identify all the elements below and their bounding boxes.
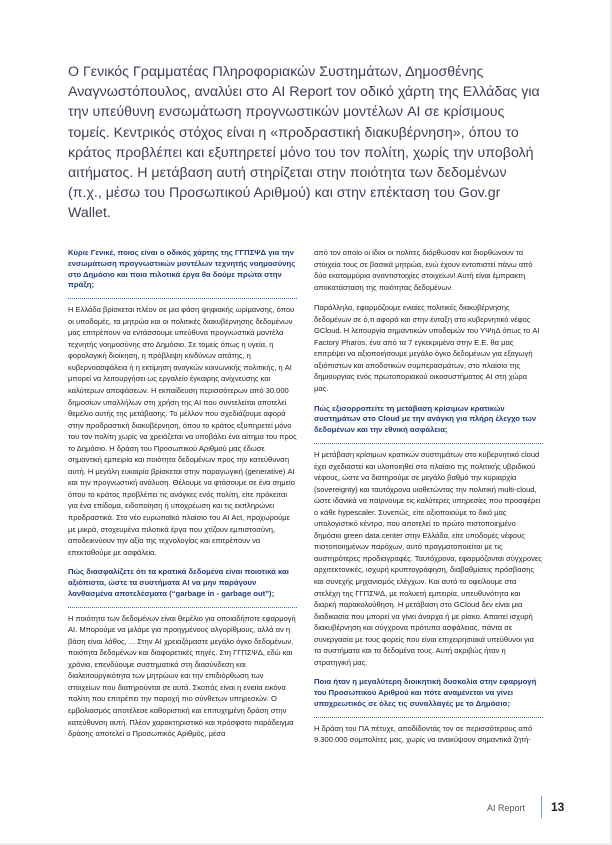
lead-text: Ο Γενικός Γραμματέας Πληροφοριακών Συστημάτων, Δημοσθένης Αναγνωστόπουλος, αναλύει στο AI Report τον οδικό χάρτη της Ελλάδας για την υπεύθυνη ενσωμάτωση προγνωστικών μοντέλων AI σε κρίσιμους τομείς. Κεντρικός στόχος είναι η «προδραστική διακυβέρνηση», όπου το κράτος προβλέπει και εξυπηρετεί μόνο του τον πολίτη, χωρίς την υποβολή αιτήματος. Η μετάβαση αυτή στηρίζεται στην ποιότητα των δεδομένων (π.χ., μέσω του Προσωπικού Αριθμού) και στην επέκταση του Gov.gr Wallet. xyxy=(68,64,540,222)
answer-text: Η μετάβαση κρίσιμων κρατικών συστημάτων στο κυβερνητικό cloud έχει σχεδιαστεί και υλοποιηθεί στο πλαίσιο της πολιτικής υβριδικού νέφους, ώστε να διατηρούμε σε μεγάλο βαθμό την κυριαρχία (sovereignty) και ταυτόχρονα υιοθετώντας την πολιτική multi-cloud, ώστε ιδανικά να παίρνουμε τις καλύτερες υπηρεσίες που προσφέρει ο κάθε hypescaler. Συνεπώς, είτε αξιοποιούμε το δικό μας υπολογιστικό κέντρο, που αποτελεί το πρώτο πιστοποιημένο δημόσιο green data center στην Ελλάδα, είτε υποδομές νέφους πιστοποιημένων παρόχων, αυτό πραγματοποιείται με τις αυστηρότερες προδιαγραφές. Ταυτόχρονα, εφαρμόζονται σύγχρονες αρχιτεκτονικές, ισχυρή κρυπτογράφηση, διαβαθμίσεις πρόσβασης και συνεχής μηχανισμός ελέγχων. Και αυτό το οφείλουμε στα στελέχη της ΓΓΠΣΨΔ, με πολυετή εμπειρία, υπευθυνότητα και διαρκή παρακολούθηση. Η μετάβαση στο GCloud δεν είναι μια διαδικασία που μπορεί να γίνει άναρχα ή με ρίσκο. Απαιτεί ισχυρή διακυβέρνηση και σύγχρονα πρότυπα ασφάλειας, πάντα σε συνεργασία με τους φορείς που είναι επιχειρησιακά υπεύθυνοι για τα συστήματα και τα δεδομένα τους. Αυτή ακριβώς ήταν η στρατηγική μας. xyxy=(314,449,542,667)
answer-text: Η ποιότητα των δεδομένων είναι θεμέλιο για οποιαδήποτε εφαρμογή AI. Μπορούμε να μιλάμε για προηγμένους αλγορίθμους, αλλά αν η βάση είναι λάθος, ... Στην AI χρειαζόμαστε μεγάλο όγκο δεδομένων, ποιότητα δεδομένων και διαφορετικές πηγές. Στη ΓΓΠΣΨΔ, εδώ και χρόνια, επενδύουμε συστηματικά στη διασύνδεση και διαλειτουργικότητα των μητρώων και την επιδιόρθωση των στοιχείων που διατηρούνται σε αυτά. Σκοπός είναι η ενιαία εικόνα πολίτη που επιτρέπει την παροχή πιο σύνθετων υπηρεσιών. Ο εμβολιασμός αποτέλεσε καθοριστική και επιτυχημένη δράση στην κατεύθυνση αυτή. Πλέον χαρακτηριστικό και πρόσφατο παράδειγμα δράσης αποτελεί ο Προσωπικός Αριθμός, μέσα xyxy=(68,613,296,739)
answer-text: Παράλληλα, εφαρμόζουμε ενιαίες πολιτικές διακυβέρνησης δεδομένων σε ό,τι αφορά και στην ένταξη στο κυβερνητικό νέφος GCloud. Η λειτουργία σημαντικών υποδομών του ΥΨηΔ όπως το AI Factory Pharos, ένα από τα 7 εγκεκριμένα στην Ε.Ε. θα μας επιτρέψει να αξιοποιήσουμε μεγάλο όγκο δεδομένων για εξαγωγή αξιόπιστων και αποδοτικών συμπερασμάτων, στο πλαίσιο της δημιουργίας ενός πρωτοποριακού οικοσυστήματος AI στη χώρα μας. xyxy=(314,303,540,394)
footer-publication-label: AI Report xyxy=(487,803,526,813)
question-heading: Κύριε Γενικέ, ποιος είναι ο οδικός χάρτης της ΓΓΠΣΨΔ για την ενσωμάτωση προγνωστικών μοντέλων τεχνητής νοημοσύνης στο Δημόσιο και ποια πιλοτικά έργα θα δούμε πρώτα στην πράξη; xyxy=(68,248,297,299)
left-column xyxy=(68,248,297,740)
lead-intro xyxy=(68,62,543,224)
question-heading: Πώς διασφαλίζετε ότι τα κρατικά δεδομένα είναι ποιοτικά και αξιόπιστα, ώστε τα συστήματα AI να μην παράγουν λανθασμένα αποτελέσματα (“garbage in - garbage out”); xyxy=(68,567,297,607)
answer-text: Η Ελλάδα βρίσκεται πλέον σε μια φάση ψηφιακής ωρίμανσης, όπου οι υποδομές, τα μητρώα και οι πολιτικές διακυβέρνησης δεδομένων μας επιτρέπουν να εντάσσουμε υπεύθυνα προγνωστικά μοντέλα τεχνητής νοημοσύνης στο Δημόσιο. Σε τομείς όπως η υγεία, η φορολογική διοίκηση, η πρόβλεψη κινδύνων απάτης, η κυβερνοασφάλεια ή η εκτίμηση αναγκών κοινωνικής πολιτικής, η AI μπορεί να λειτουργήσει ως εργαλείο έγκαιρης ανίχνευσης και καλύτερων αποφάσεων. Η εκπαίδευση περισσότερων από 30.000 δημοσίων υπαλλήλων στη χρήση της AI που συντελείται αποτελεί θεμέλιο αυτής της μετάβασης. Το μέλλον που σχεδιάζουμε αφορά στην προδραστική διακυβέρνηση, όπου το κράτος εξυπηρετεί μόνο του τον πολίτη χωρίς να χρειάζεται να υποβάλει ένα αίτημα του προς το Δημόσιο. Η δράση του Προσωπικού Αριθμού μας έδωσε σημαντική εμπειρία και ποιότητα δεδομένων προς την κατεύθυνση αυτή. Η μεγάλη ευκαιρία βρίσκεται στην παραγωγική (generative) AI και την προγνωστική ανάλυση. Θέλουμε να φτάσουμε σε ένα σημείο όπου το κράτος προβλέπει τις ανάγκες ενός πολίτη, είτε πρόκειται για ένα επίδομα, ειδοποίηση ή υποχρέωση και τις εκπληρώνει προδραστικά. Στο νέο ευρωπαϊκό πλαίσιο του AI Act, προχωρούμε με μικρά, στοχευμένα πιλοτικά έργα που χτίζουν εμπιστοσύνη, αποδεικνύουν την αξία της τεχνολογίας και επιτρέπουν να επεκταθούμε με ασφάλεια. xyxy=(68,305,297,557)
right-column xyxy=(314,247,543,746)
answer-text: από τον οποίο οι ίδιοι οι πολίτες διόρθωσαν και διορθώνουν τα στοιχεία τους σε βασικά μητρώα, ενώ έχουν εντοπιστεί πάνω από δύο εκατομμύρια αναντιστοιχίες στοιχείων! Αυτή είναι έμπρακτη αποκατάσταση της ποιότητας δεδομένων. xyxy=(314,248,533,292)
page-number: 13 xyxy=(551,800,565,814)
question-heading: Πώς εξισορροπείτε τη μετάβαση κρίσιμων κρατικών συστημάτων στο Cloud με την ανάγκη για πλήρη έλεγχο των δεδομένων και την εθνική ασφάλεια; xyxy=(314,404,543,444)
question-heading: Ποια ήταν η μεγαλύτερη διοικητική δυσκολία στην εφαρμογή του Προσωπικού Αριθμού και πότε αναμένεται να γίνει υποχρεωτικός σε όλες τις συναλλαγές με το Δημόσιο; xyxy=(314,677,543,717)
answer-text: Η δράση του ΠΑ πέτυχε, αποδίδοντάς τον σε περισσότερους από 9.300.000 συμπολίτες μας, χωρίς να ανακύψουν σημαντικά ζητή- xyxy=(314,723,533,745)
footer-divider xyxy=(541,796,542,818)
